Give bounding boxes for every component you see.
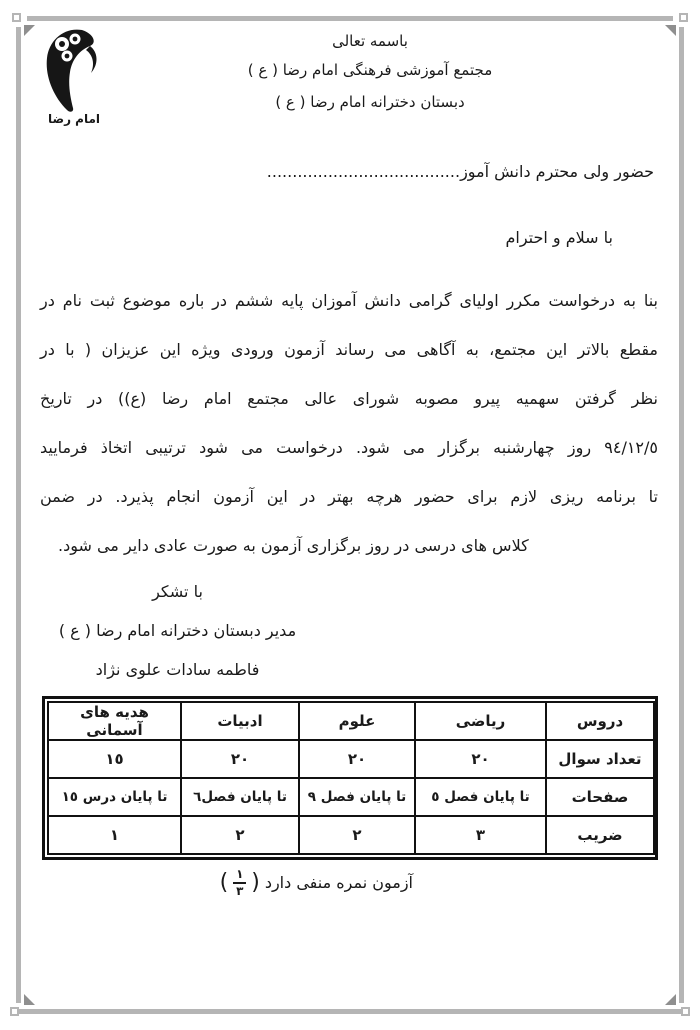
fraction-numerator: ١: [236, 867, 244, 881]
table-row: [48, 816, 654, 854]
body-line: تا برنامه ریزی لازم برای حضور هرچه بهتر در این آزمون انجام پذیرد. در ضمن: [40, 487, 658, 506]
col-header-science: علوم: [299, 702, 415, 740]
body-line: ٩٤/١٢/٥ روز چهارشنبه برگزار می شود. درخواست می شود ترتیبی اتخاذ فرمایید: [40, 438, 658, 457]
bismillah: باسمه تعالی: [332, 32, 408, 50]
signer-name: فاطمه سادات علوی نژاد: [95, 660, 260, 679]
frame-edge-right: [679, 27, 684, 1003]
table-cell: تا پایان فصل٦: [181, 778, 299, 816]
fraction-denominator: ٣: [236, 884, 244, 899]
frame-corner-triangle: [665, 994, 676, 1005]
col-header-heavenly-gifts: هدیه های آسمانی: [48, 702, 181, 740]
frame-corner-triangle: [665, 25, 676, 36]
salutation-text: حضور ولی محترم دانش آموز: [460, 162, 654, 181]
table-cell: تا پایان فصل ٩: [299, 778, 415, 816]
table-cell: تا پایان فصل ٥: [415, 778, 546, 816]
school-logo: [34, 26, 114, 126]
letterhead: [170, 28, 570, 118]
table-cell: تا پایان درس ١٥: [48, 778, 181, 816]
negative-mark-note: [220, 868, 413, 898]
table-cell: ٢٠: [415, 740, 546, 778]
row-label-question-count: تعداد سوال: [546, 740, 654, 778]
body-line: نظر گرفتن سهمیه پیرو مصوبه شورای عالی مجتمع امام رضا (ع)) در تاریخ: [40, 389, 658, 408]
body-line: بنا به درخواست مکرر اولیای گرامی دانش آموزان پایه ششم در باره موضوع ثبت نام در: [40, 291, 658, 310]
table-row: [48, 778, 654, 816]
frame-edge-left: [16, 27, 21, 1003]
body-line: کلاس های درسی در روز برگزاری آزمون به صورت عادی دایر می شود.: [58, 536, 529, 555]
table-row: [48, 740, 654, 778]
table-cell: ٣: [415, 816, 546, 854]
fraction-one-third: [233, 868, 246, 898]
col-header-math: ریاضی: [415, 702, 546, 740]
exam-table: [42, 696, 658, 860]
col-header-subjects: دروس: [546, 702, 654, 740]
paren-close: (: [219, 869, 229, 895]
salutation-dots: ......................................: [266, 162, 461, 181]
frame-corner-square: [10, 1007, 19, 1016]
note-text: آزمون نمره منفی دارد: [264, 873, 413, 893]
frame-corner-square: [679, 13, 688, 22]
frame-edge-top: [27, 16, 673, 21]
table-cell: ١٥: [48, 740, 181, 778]
frame-corner-triangle: [24, 994, 35, 1005]
row-label-pages: صفحات: [546, 778, 654, 816]
table-cell: ٢: [299, 816, 415, 854]
signature-block: [45, 572, 310, 689]
signer-title: مدیر دبستان دخترانه امام رضا ( ع ): [58, 621, 297, 640]
table-cell: ٢٠: [181, 740, 299, 778]
org-name: مجتمع آموزشی فرهنگی امام رضا ( ع ): [247, 61, 493, 79]
col-header-literature: ادبیات: [181, 702, 299, 740]
frame-edge-bottom: [14, 1009, 686, 1014]
table-cell: ١: [48, 816, 181, 854]
table-cell: ٢: [181, 816, 299, 854]
frame-corner-square: [12, 13, 21, 22]
table-cell: ٢٠: [299, 740, 415, 778]
salutation-line: [267, 162, 654, 181]
row-label-coefficient: ضریب: [546, 816, 654, 854]
school-logo-icon: [34, 26, 114, 112]
paren-open: ): [251, 869, 260, 895]
closing: با تشکر: [152, 582, 203, 601]
table-header-row: [48, 702, 654, 740]
school-logo-caption: امام رضا: [47, 112, 101, 126]
frame-corner-square: [681, 1007, 690, 1016]
school-name: دبستان دخترانه امام رضا ( ع ): [275, 93, 465, 111]
greeting: با سلام و احترام: [505, 228, 613, 247]
body-line: مقطع بالاتر این مجتمع، به آگاهی می رساند آزمون ورودی ویژه این عزیزان ( با در: [40, 340, 658, 359]
letter-body: [40, 276, 658, 570]
